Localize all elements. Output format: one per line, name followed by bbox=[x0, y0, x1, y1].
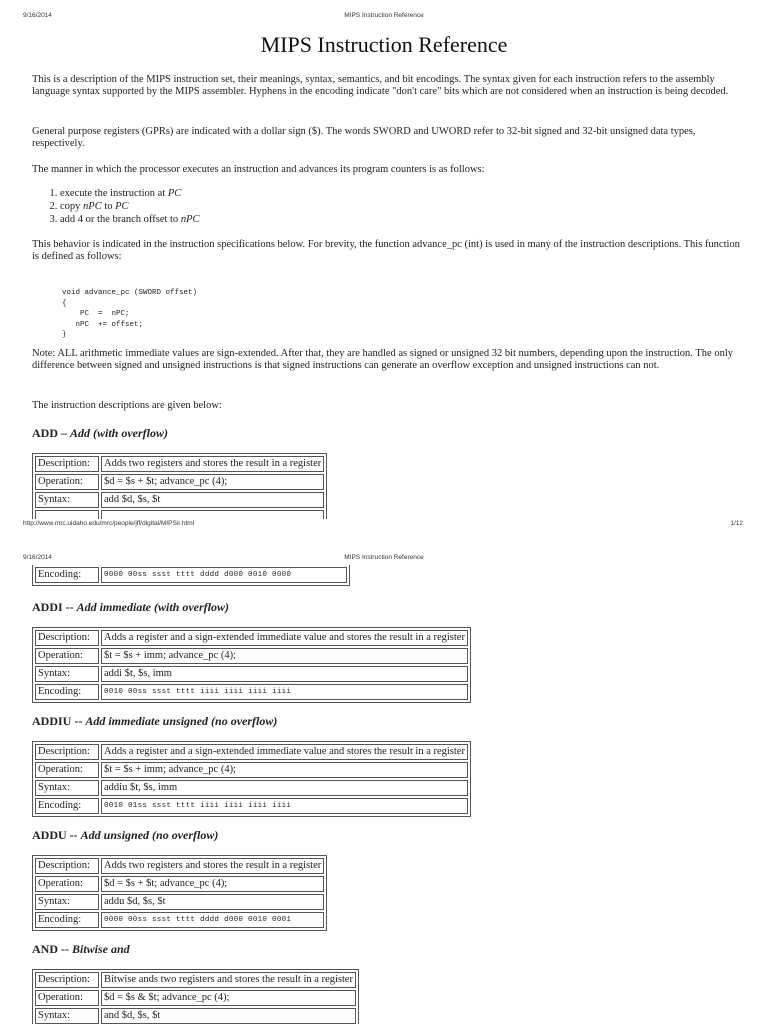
table-row: Operation: $d = $s + $t; advance_pc (4); bbox=[35, 474, 324, 490]
table-row: Encoding: 0010 01ss ssst tttt iiii iiii iiii iiii bbox=[35, 798, 468, 814]
table-row: Syntax: add $d, $s, $t bbox=[35, 492, 324, 508]
intro-paragraph-4: This behavior is indicated in the instruction specifications below. For brevity, the function advance_pc (int) is used in many of the instruction descriptions. This function is defined as follows: bbox=[32, 239, 740, 262]
table-row: Description: Bitwise ands two registers and stores the result in a register bbox=[35, 972, 356, 988]
table-row: Description: Adds two registers and stores the result in a register bbox=[35, 456, 324, 472]
intro-paragraph-2: General purpose registers (GPRs) are indicated with a dollar sign ($). The words SWORD and UWORD refer to 32-bit signed and 32-bit unsigned data types, respectively. bbox=[32, 126, 696, 149]
table-row bbox=[35, 510, 324, 519]
instruction-heading-add: ADD – Add (with overflow) bbox=[32, 426, 168, 440]
instruction-table-addu bbox=[32, 855, 327, 931]
page-footer bbox=[0, 520, 768, 532]
header-date: 9/16/2014 bbox=[23, 554, 52, 561]
table-row: Encoding: 0000 00ss ssst tttt dddd d000 0010 0000 bbox=[35, 567, 347, 583]
table-row: Description: Adds two registers and stores the result in a register bbox=[35, 858, 324, 874]
instruction-heading-addiu: ADDIU -- Add immediate unsigned (no overflow) bbox=[32, 714, 278, 728]
instruction-heading-addi: ADDI -- Add immediate (with overflow) bbox=[32, 600, 229, 614]
footer-url[interactable]: http://www.mrc.uidaho.edu/mrc/people/jff/digital/MIPSir.html bbox=[23, 520, 195, 527]
footer-page-number: 1/12 bbox=[730, 520, 743, 527]
table-row: Syntax: addi $t, $s, imm bbox=[35, 666, 468, 682]
header-title: MIPS Instruction Reference bbox=[344, 554, 424, 561]
intro-paragraph-6: The instruction descriptions are given below: bbox=[32, 400, 222, 411]
table-row: Syntax: and $d, $s, $t bbox=[35, 1008, 356, 1024]
advance-pc-code-block: void advance_pc (SWORD offset) { PC = nPC; nPC += offset; } bbox=[62, 289, 198, 340]
instruction-heading-and: AND -- Bitwise and bbox=[32, 942, 130, 956]
table-row: Description: Adds a register and a sign-extended immediate value and stores the result in a register bbox=[35, 744, 468, 760]
header-title: MIPS Instruction Reference bbox=[344, 12, 424, 19]
table-row: Encoding: 0010 00ss ssst tttt iiii iiii iiii iiii bbox=[35, 684, 468, 700]
page-header bbox=[0, 12, 768, 24]
instruction-table-add bbox=[32, 453, 327, 519]
intro-paragraph-5: Note: ALL arithmetic immediate values are sign-extended. After that, they are handled as signed or unsigned 32 bit numbers, depending upon the instruction. The only difference between signed and unsigned instructions is that signed instructions can generate an overflow exception and unsigned instructions can not. bbox=[32, 348, 733, 371]
list-item: 1. execute the instruction at PC bbox=[60, 187, 199, 200]
page-2 bbox=[0, 549, 768, 1024]
execution-steps-list bbox=[32, 187, 199, 226]
table-row: Operation: $d = $s & $t; advance_pc (4); bbox=[35, 990, 356, 1006]
page-title: MIPS Instruction Reference bbox=[260, 32, 508, 57]
table-row: Syntax: addiu $t, $s, imm bbox=[35, 780, 468, 796]
instruction-table-and bbox=[32, 969, 359, 1024]
instruction-heading-addu: ADDU -- Add unsigned (no overflow) bbox=[32, 828, 219, 842]
header-date: 9/16/2014 bbox=[23, 12, 52, 19]
list-item: 2. copy nPC to PC bbox=[60, 200, 199, 213]
instruction-table-add-continued bbox=[32, 565, 350, 586]
instruction-table-addiu bbox=[32, 741, 471, 817]
table-row: Operation: $t = $s + imm; advance_pc (4); bbox=[35, 648, 468, 664]
list-item: 3. add 4 or the branch offset to nPC bbox=[60, 213, 199, 226]
intro-paragraph-1: This is a description of the MIPS instruction set, their meanings, syntax, semantics, and bit encodings. The syntax given for each instruction refers to the assembly language syntax supported by the MIPS assembler. Hyphens in the encoding indicate "don't care" bits which are not considered when an instruction is being decoded. bbox=[32, 74, 729, 97]
intro-paragraph-3: The manner in which the processor executes an instruction and advances its program counters is as follows: bbox=[32, 164, 485, 175]
table-row: Operation: $d = $s + $t; advance_pc (4); bbox=[35, 876, 324, 892]
instruction-table-addi bbox=[32, 627, 471, 703]
table-row: Encoding: 0000 00ss ssst tttt dddd d000 0010 0001 bbox=[35, 912, 324, 928]
table-row: Operation: $t = $s + imm; advance_pc (4); bbox=[35, 762, 468, 778]
table-row: Description: Adds a register and a sign-extended immediate value and stores the result in a register bbox=[35, 630, 468, 646]
table-row: Syntax: addu $d, $s, $t bbox=[35, 894, 324, 910]
